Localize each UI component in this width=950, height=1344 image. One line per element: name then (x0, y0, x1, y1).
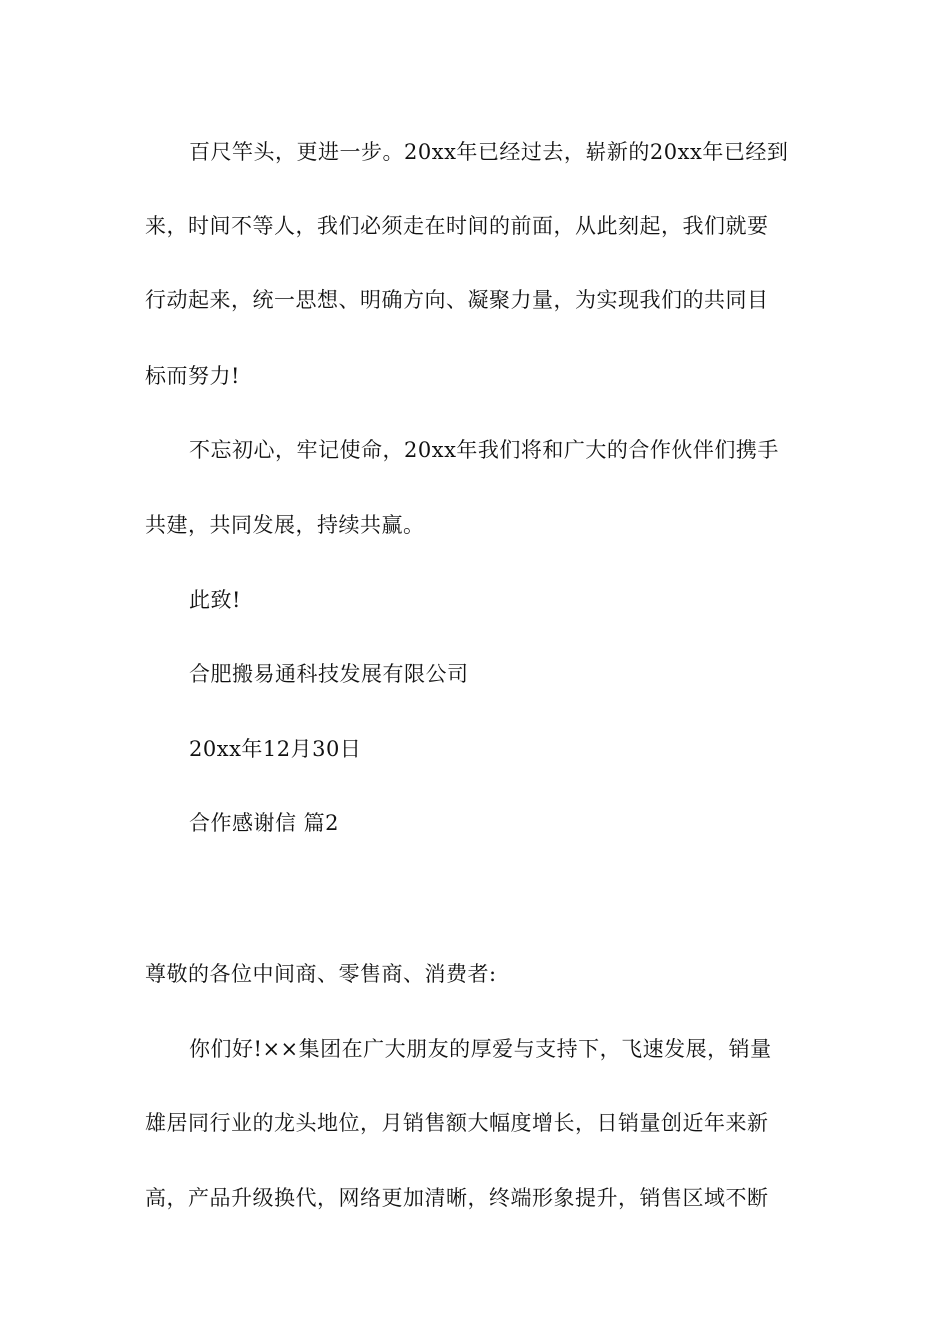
greeting-line: 尊敬的各位中间商、零售商、消费者: (145, 962, 497, 986)
paragraph-3-line-2: 雄居同行业的龙头地位，月销售额大幅度增长，日销量创近年来新 (145, 1111, 769, 1135)
company-signature: 合肥搬易通科技发展有限公司 (189, 662, 469, 686)
paragraph-3-line-1: 你们好!××集团在广大朋友的厚爱与支持下，飞速发展，销量 (189, 1037, 772, 1061)
section-heading: 合作感谢信 篇2 (189, 811, 340, 835)
closing-salutation: 此致! (189, 588, 241, 612)
paragraph-1-line-1: 百尺竿头，更进一步。20xx年已经过去，崭新的20xx年已经到 (189, 140, 789, 164)
paragraph-1-line-2: 来，时间不等人，我们必须走在时间的前面，从此刻起，我们就要 (145, 214, 769, 238)
paragraph-3-line-3: 高，产品升级换代，网络更加清晰，终端形象提升，销售区域不断 (145, 1186, 769, 1210)
paragraph-1-line-4: 标而努力! (145, 364, 240, 388)
paragraph-2-line-2: 共建，共同发展，持续共赢。 (145, 513, 425, 537)
paragraph-1-line-3: 行动起来，统一思想、明确方向、凝聚力量，为实现我们的共同目 (145, 288, 769, 312)
paragraph-2-line-1: 不忘初心，牢记使命，20xx年我们将和广大的合作伙伴们携手 (189, 438, 779, 462)
letter-date: 20xx年12月30日 (189, 737, 362, 761)
